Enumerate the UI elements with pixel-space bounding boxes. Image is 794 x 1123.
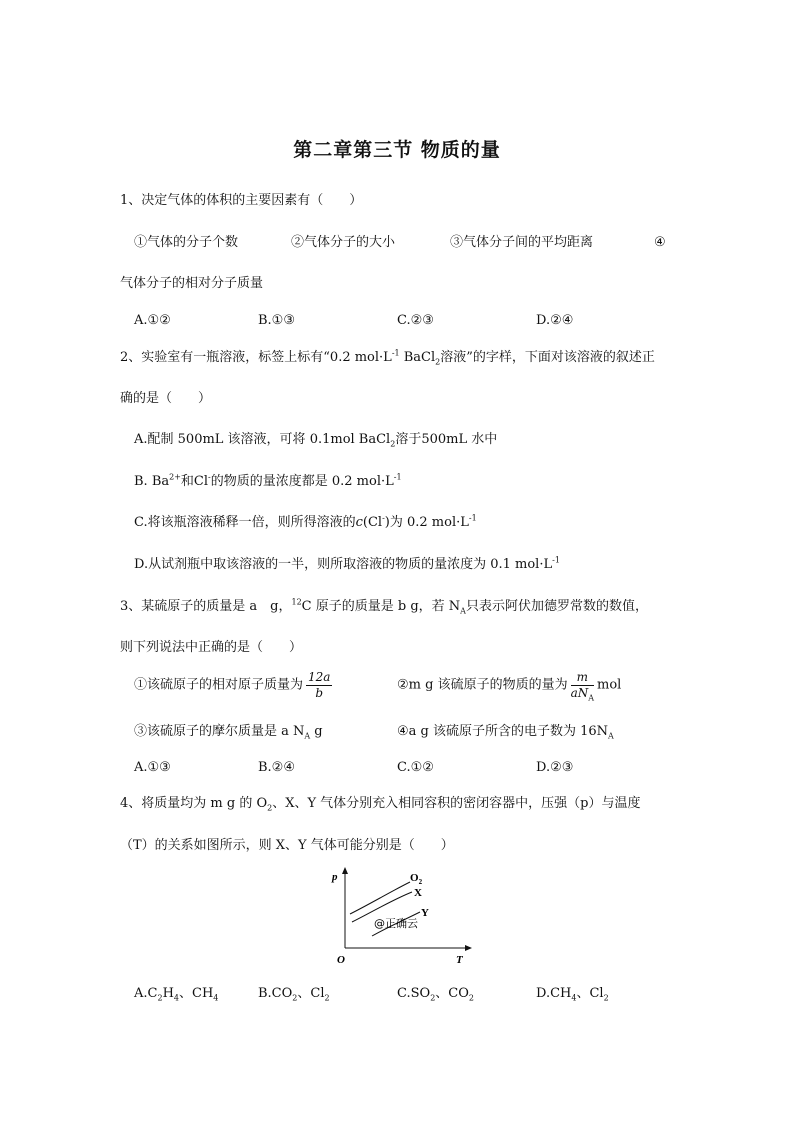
q1-option-4-marker: ④ [654,235,666,250]
curve-x-label: X [414,887,422,899]
q1-option-2: ②气体分子的大小 [291,235,396,250]
q4-choice-a: $A.C_2H_4$、$CH_4$ [134,986,219,1003]
page-title: 第二章第三节 物质的量 [293,139,501,161]
q4-choice-d: $D.CH_4$、$Cl_2$ [536,986,609,1003]
origin-label: O [337,954,345,966]
curve-o2-label: $O_2$ [410,872,423,886]
x-axis-arrow [465,945,472,951]
q3-choice-b: B.②④ [258,760,295,775]
q1-choice-a: A.①② [134,313,171,328]
q1-choice-c: C.②③ [397,313,434,328]
y-axis-arrow [342,867,348,874]
q4-choice-b: $B.CO_2$、$Cl_2$ [258,986,330,1003]
q2-option-d: D.从试剂瓶中取该溶液的一半，则所取溶液的物质的量浓度为 0.1 $mol\cdot L^{-1}$ [134,555,560,572]
q4-stem-line2: （T）的关系如图所示，则 X、Y 气体可能分别是（ ） [120,838,454,853]
q3-stem-line1: 3、某硫原子的质量是 a g，$^{12}$C 原子的质量是 b g，若 $N_A$只表示阿伏加德罗常数的数值， [120,597,648,616]
q1-option-3: ③气体分子间的平均距离 [450,235,594,250]
y-axis-label: p [332,871,338,883]
q1-choice-d: D.②④ [536,313,574,328]
q1-stem: 1、决定气体的体积的主要因素有（ ） [120,193,363,208]
q2-option-b: B. $Ba^{2+}$和Cl-的物质的量浓度都是 0.2 $mol\cdot L^{-1}$ [134,472,402,489]
q1-option-1: ①气体的分子个数 [134,235,239,250]
q1-option-4-text: 气体分子的相对分子质量 [120,276,264,291]
q3-choice-c: C.①② [397,760,434,775]
fraction-12a-over-b: $\frac{12a}{b}$ [308,670,331,701]
q3-option-3: ③该硫原子的摩尔质量是 a $N_A$ g [134,724,323,741]
q3-choice-a: A.①③ [134,760,171,775]
q1-choice-b: B.①③ [258,313,295,328]
x-axis-label: T [456,954,463,966]
q2-option-c: C.将该瓶溶液稀释一倍，则所得溶液的c(Cl-)为 0.2 $mol\cdot L^{-1}$ [134,513,477,530]
q2-stem-line2: 确的是（ ） [120,391,212,406]
q3-stem-line2: 则下列说法中正确的是（ ） [120,640,303,655]
q3-option-2: ②m g 该硫原子的物质的量为 $\frac{m}{aN_A}$ mol [397,670,622,703]
fraction-m-over-aNA: $\frac{m}{aN_A}$ [570,670,595,703]
q4-stem-line1: 4、将质量均为 m g 的 $O_2$、X、Y 气体分别充入相同容积的密闭容器中，压强（p）与温度 [120,796,641,813]
pressure-temperature-graph [320,866,480,966]
q3-choice-d: D.②③ [536,760,574,775]
q3-option-1: ①该硫原子的相对原子质量为 $\frac{12a}{b}$ [134,670,331,701]
watermark-text: @正确云 [374,917,418,930]
q2-stem-line1: 2、实验室有一瓶溶液，标签上标有“0.2 $mol\cdot L^{-1}$ BaCl$_2$溶液”的字样，下面对该溶液的叙述正 [120,348,655,367]
q3-option-4: ④a g 该硫原子所含的电子数为 $16N_A$ [397,724,614,741]
q2-option-a: A.配制 500mL 该溶液，可将 0.1mol BaCl$_2$溶于500mL 水中 [134,432,498,449]
curve-y-label: Y [421,907,429,919]
q4-choice-c: $C.SO_2$、$CO_2$ [397,986,474,1003]
curve-o2 [350,882,410,914]
